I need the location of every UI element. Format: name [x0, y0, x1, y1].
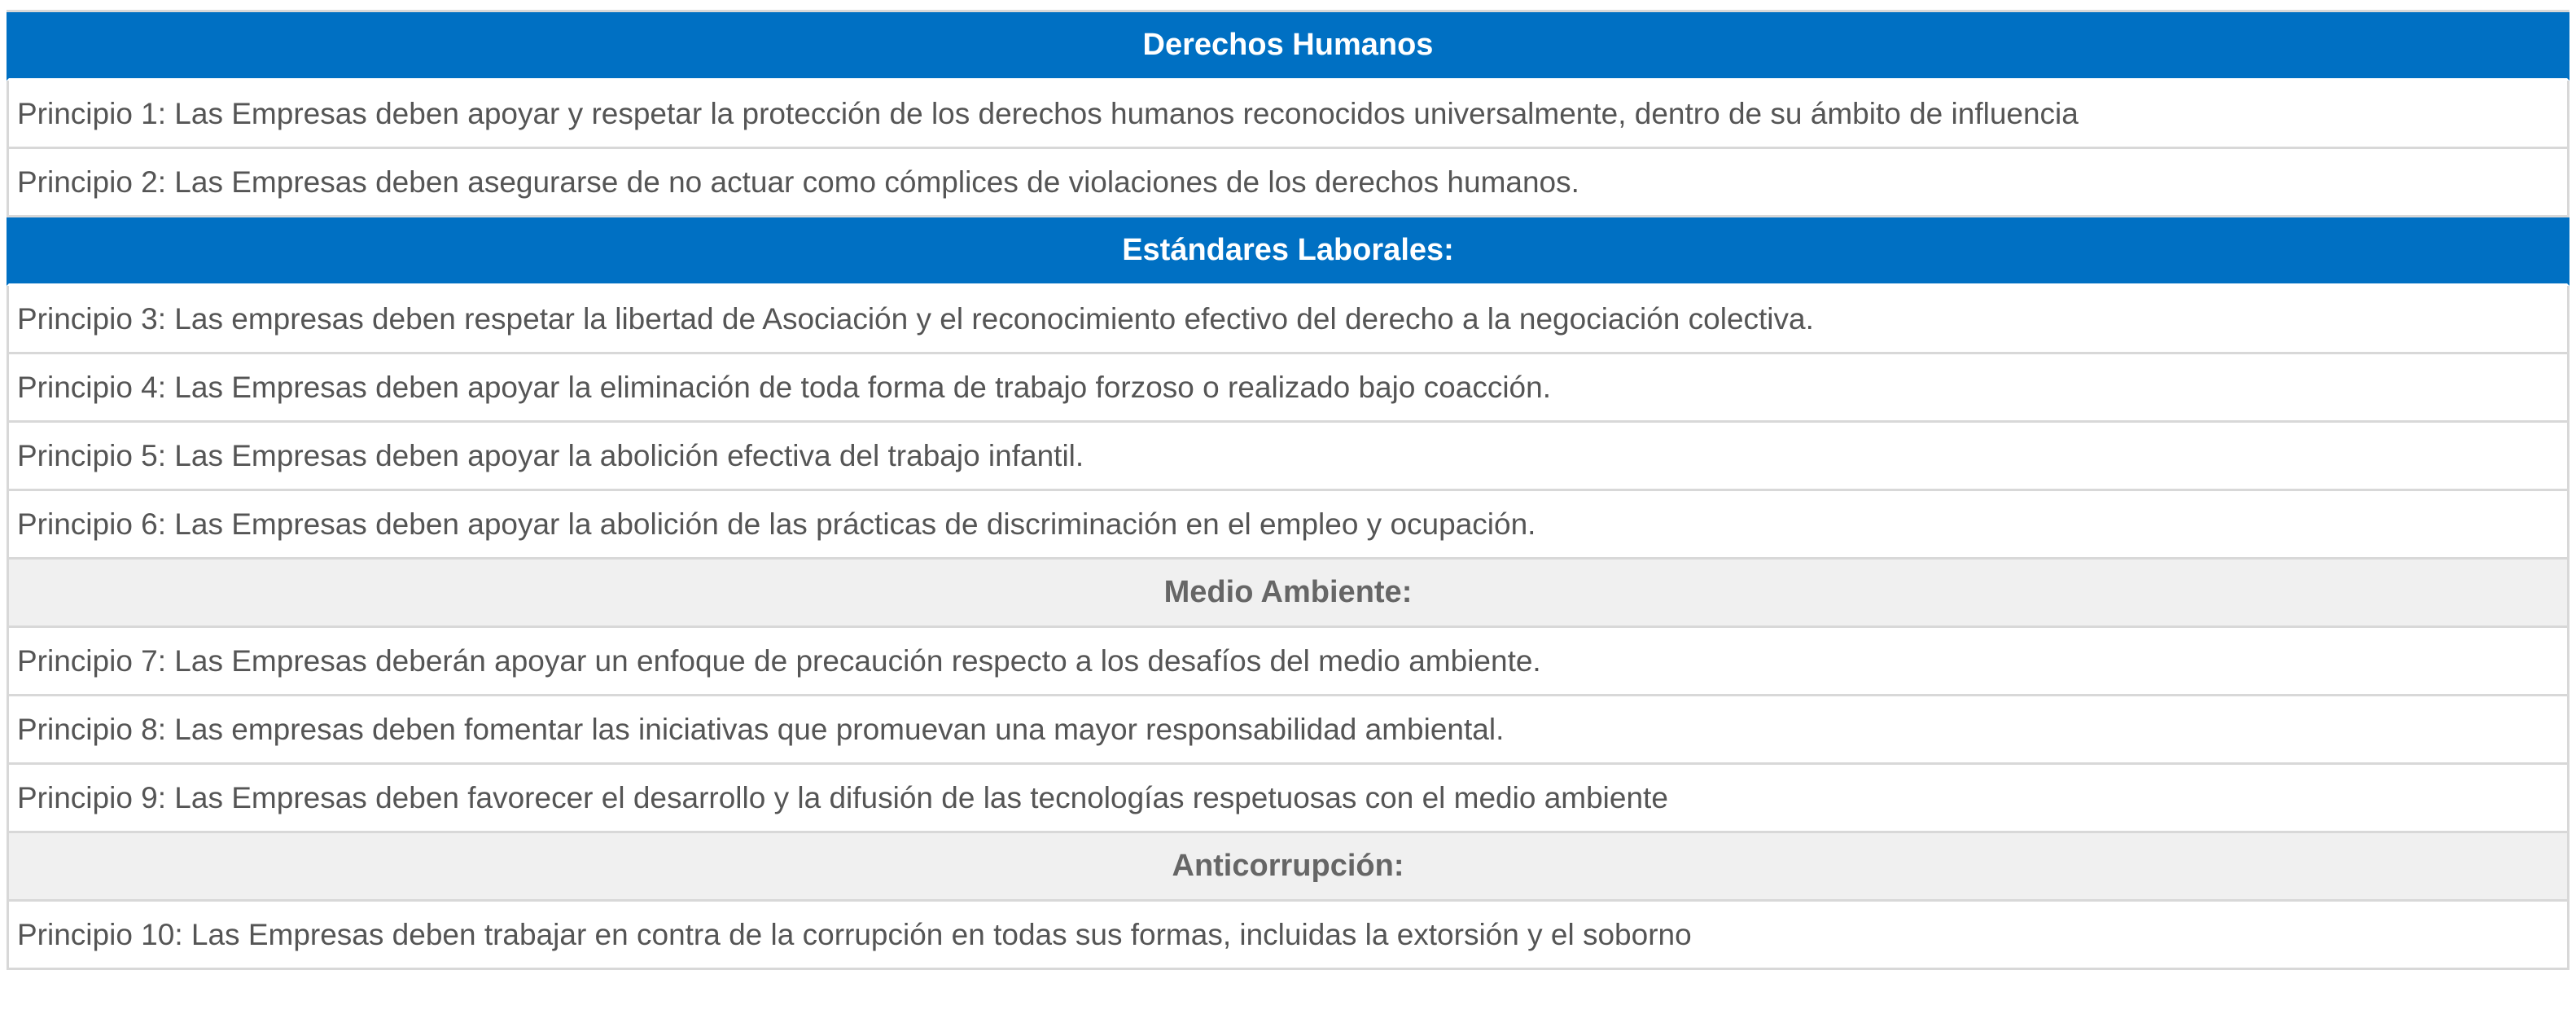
principle-row: Principio 10: Las Empresas deben trabajar en contra de la corrupción en todas sus formas, incluidas la extorsión y el soborno	[7, 902, 2569, 970]
principle-row: Principio 5: Las Empresas deben apoyar la abolición efectiva del trabajo infantil.	[7, 423, 2569, 491]
principle-row: Principio 9: Las Empresas deben favorecer el desarrollo y la difusión de las tecnologías respetuosas con el medio ambiente	[7, 765, 2569, 833]
principle-row: Principio 3: Las empresas deben respetar la libertad de Asociación y el reconocimiento efectivo del derecho a la negociación colectiva.	[7, 286, 2569, 354]
principle-row: Principio 8: Las empresas deben fomentar las iniciativas que promuevan una mayor responsabilidad ambiental.	[7, 696, 2569, 765]
section-header-estandares-laborales: Estándares Laborales:	[7, 217, 2569, 286]
principles-table	[7, 10, 2569, 970]
principle-row: Principio 1: Las Empresas deben apoyar y respetar la protección de los derechos humanos reconocidos universalmente, dentro de su ámbito de influencia	[7, 81, 2569, 149]
principle-row: Principio 7: Las Empresas deberán apoyar un enfoque de precaución respecto a los desafíos del medio ambiente.	[7, 628, 2569, 696]
principle-row: Principio 4: Las Empresas deben apoyar la eliminación de toda forma de trabajo forzoso o realizado bajo coacción.	[7, 354, 2569, 423]
section-header-medio-ambiente: Medio Ambiente:	[7, 560, 2569, 628]
principle-row: Principio 6: Las Empresas deben apoyar la abolición de las prácticas de discriminación en el empleo y ocupación.	[7, 491, 2569, 560]
section-header-derechos-humanos: Derechos Humanos	[7, 12, 2569, 81]
section-header-anticorrupcion: Anticorrupción:	[7, 833, 2569, 902]
principle-row: Principio 2: Las Empresas deben asegurarse de no actuar como cómplices de violaciones de los derechos humanos.	[7, 149, 2569, 217]
